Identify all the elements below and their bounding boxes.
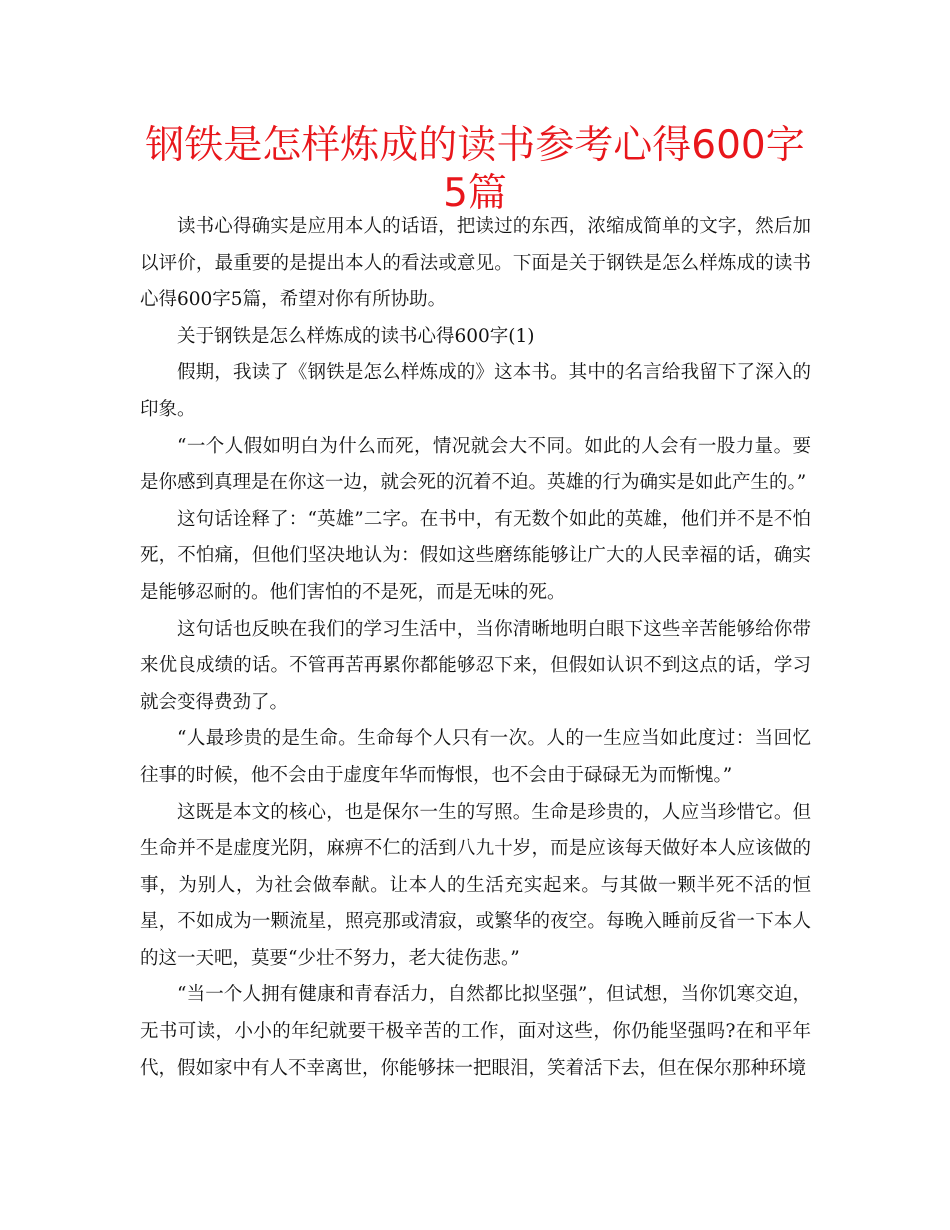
quote-paragraph: “一个人假如明白为什么而死，情况就会大不同。如此的人会有一股力量。要是你感到真理是在你这一边，就会死的沉着不迫。英雄的行为确实是如此产生的。”	[140, 435, 811, 494]
paragraph: 这句话诠释了：“英雄”二字。在书中，有无数个如此的英雄，他们并不是不怕死，不怕痛，但他们坚决地认为：假如这些磨练能够让广大的人民幸福的话，确实是能够忍耐的。他们害怕的不是死，而是无味的死。	[140, 508, 811, 603]
paragraph: 这句话也反映在我们的学习生活中，当你清晰地明白眼下这些辛苦能够给你带来优良成绩的话。不管再苦再累你都能够忍下来，但假如认识不到这点的话，学习就会变得费劲了。	[140, 618, 811, 713]
quote-paragraph: “当一个人拥有健康和青春活力，自然都比拟坚强”，但试想，当你饥寒交迫，无书可读，小小的年纪就要干极辛苦的工作，面对这些，你仍能坚强吗?在和平年代，假如家中有人不幸离世，你能够抹一把眼泪，笑着活下去，但在保尔那种环境	[140, 984, 811, 1079]
document-body	[140, 209, 811, 1087]
document-title: 钢铁是怎样炼成的读书参考心得600字5篇	[145, 123, 805, 216]
paragraph: 假期，我读了《钢铁是怎么样炼成的》这本书。其中的名言给我留下了深入的印象。	[140, 362, 811, 420]
paragraph: 这既是本文的核心，也是保尔一生的写照。生命是珍贵的，人应当珍惜它。但生命并不是虚度光阴，麻痹不仁的活到八九十岁，而是应该每天做好本人应该做的事，为别人，为社会做奉献。让本人的生活充实起来。与其做一颗半死不活的恒星，不如成为一颗流星，照亮那或清寂，或繁华的夜空。每晚入睡前反省一下本人的这一天吧，莫要“少壮不努力，老大徒伤悲。”	[140, 801, 811, 969]
section-heading: 关于钢铁是怎么样炼成的读书心得600字(1)	[177, 325, 535, 347]
quote-paragraph: “人最珍贵的是生命。生命每个人只有一次。人的一生应当如此度过：当回忆往事的时候，他不会由于虚度年华而悔恨，也不会由于碌碌无为而惭愧。”	[140, 728, 811, 786]
paragraph-intro: 读书心得确实是应用本人的话语，把读过的东西，浓缩成简单的文字，然后加以评价，最重要的是提出本人的看法或意见。下面是关于钢铁是怎么样炼成的读书心得600字5篇，希望对你有所协助。	[140, 216, 811, 311]
